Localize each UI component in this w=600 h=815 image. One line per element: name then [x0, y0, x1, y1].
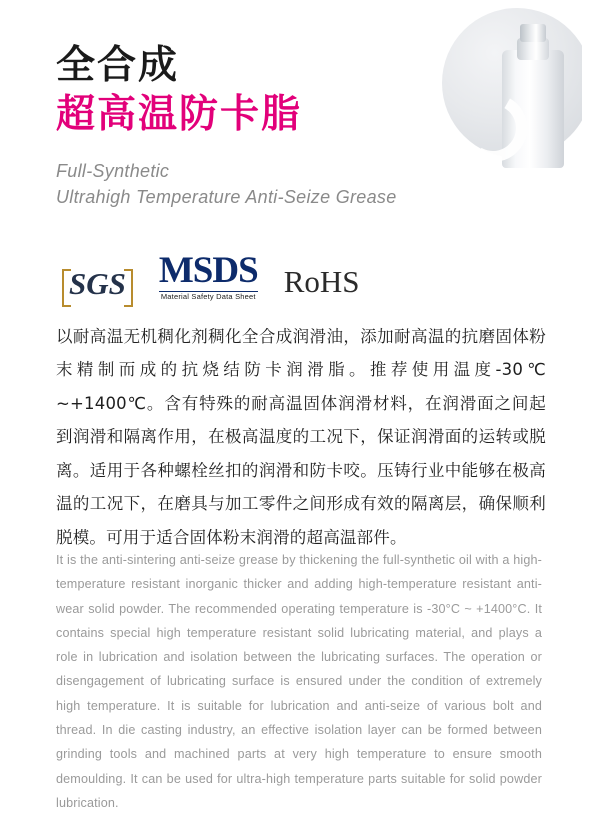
page-title-chinese-secondary: 超高温防卡脂	[56, 91, 303, 137]
page-title-block	[56, 44, 446, 210]
grease-tube-cap	[520, 24, 546, 42]
msds-logo	[159, 252, 258, 301]
description-english: It is the anti-sintering anti-seize grease by thickening the full-synthetic oil with a high-temperature resistant inorganic thicker and adding high-temperature resistant anti-wear solid powder. The recommended operating temperature is -30°C ~ +1400°C. It contains special high temperature resistant solid lubricating material, and plays a role in lubrication and isolation between the lubricating surfaces. The operation or disengagement of lubricating surface is ensured under the condition of extremely high temperature. It is suitable for lubrication and anti-seize of various bolt and thread. In die casting industry, an effective isolation layer can be formed between grinding tools and machined parts at very high temperature to ensure smooth demoulding. It can be used for ultra-high temperature parts suitable for solid powder lubrication.	[56, 553, 542, 810]
product-image	[437, 8, 582, 168]
rohs-logo: RoHS	[283, 263, 360, 299]
msds-logo-subtitle: Material Safety Data Sheet	[160, 292, 256, 301]
certification-logos	[62, 252, 360, 301]
msds-logo-label: MSDS	[158, 250, 258, 291]
description-chinese: 以耐高温无机稠化剂稠化全合成润滑油，添加耐高温的抗磨固体粉末精制而成的抗烧结防卡润滑脂。推荐使用温度-30℃ ~+1400℃。含有特殊的耐高温固体润滑材料，在润滑面之间起到润滑和隔离作用，在极高温度的工况下，保证润滑面的运转或脱离。适用于各种螺栓丝扣的润滑和防卡咬。压铸行业中能够在极高温的工况下，在磨具与加工零件之间形成有效的隔离层，确保顺利脱模。可用于适合固体粉末润滑的超高温部件。	[56, 327, 546, 547]
page-subtitle-english-line1: Full-Synthetic	[56, 160, 170, 181]
sgs-logo: SGS	[62, 267, 133, 301]
page-subtitle-english	[56, 158, 446, 210]
page-title-chinese-primary: 全合成	[56, 43, 180, 88]
page-subtitle-english-line2: Ultrahigh Temperature Anti-Seize Grease	[56, 186, 397, 207]
